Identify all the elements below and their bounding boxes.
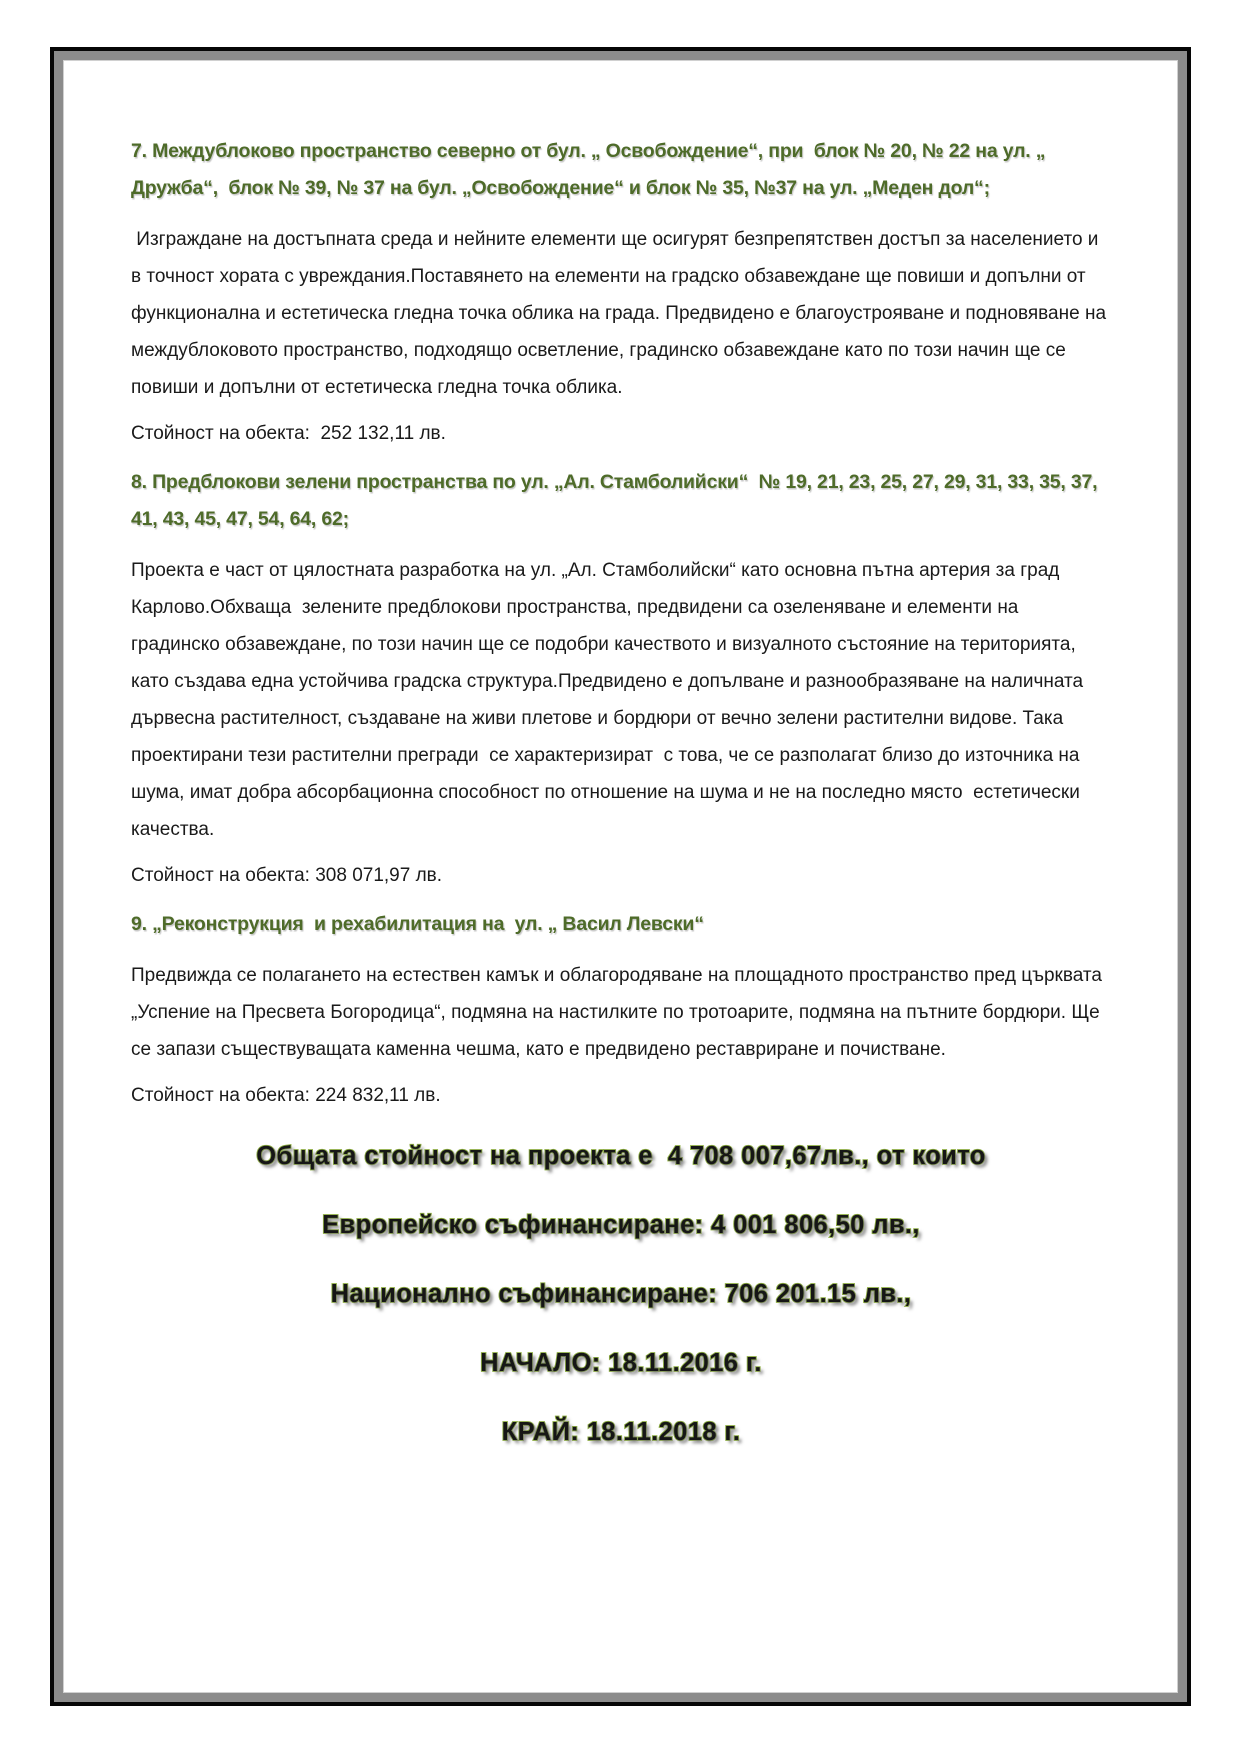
section-8-heading: 8. Предблокови зелени пространства по ул. „Ал. Стамболийски“ № 19, 21, 23, 25, 27, 29, 31, 33, 35, 37, 41, 43, 45, 47, 54, 64, 62; [131,471,1103,530]
document-page [63,60,1178,1693]
section-9-body: Предвижда се полагането на естествен камък и облагородяване на площадното пространство пред църквата „Успение на Пресвета Богородица“, подмяна на настилките по тротоарите, подмяна на пътните бордюри. Ще се запази съществуващата каменна чешма, като е предвидено реставриране и почистване. [131,965,1113,1060]
section-9-heading: 9. „Реконструкция и рехабилитация на ул. „ Васил Левски“ [131,913,704,935]
summary-national-cofinancing-line: Национално съфинансиране: 706 201.15 лв., [330,1280,912,1308]
section-7-cost: Стойност на обекта: 252 132,11 лв. [131,423,446,444]
section-8-cost: Стойност на обекта: 308 071,97 лв. [131,865,443,886]
section-7-body: Изграждане на достъпната среда и нейните елементи ще осигурят безпрепятствен достъп за населението и в точност хората с увреждания.Поставянето на елементи на градско обзавеждане ще повиши и допълни от функционална и естетическа гледна точка облика на града. Предвидено е благоустрояване и подновяване на междублоковото пространство, подходящо осветление, градинско обзавеждане като по този начин ще се повиши и допълни от естетическа гледна точка облика. [131,229,1112,398]
section-8 [131,464,1111,894]
page-border-inner-band [54,51,1187,1702]
section-9-cost: Стойност на обекта: 224 832,11 лв. [131,1085,441,1106]
section-7-heading: 7. Междублоково пространство северно от бул. „ Освобождение“, при блок № 20, № 22 на ул. „ Дружба“, блок № 39, № 37 на бул. „Освобождение“ и блок № 35, №37 на ул. „Меден дол“; [131,140,1051,199]
summary-start-date-line: НАЧАЛО: 18.11.2016 г. [480,1349,762,1377]
summary-end-date-line: КРАЙ: 18.11.2018 г. [501,1418,741,1446]
project-summary-block [131,1136,1111,1452]
section-9 [131,906,1111,1114]
section-7 [131,133,1111,452]
section-8-body: Проекта е част от цялостната разработка на ул. „Ал. Стамболийски“ като основна пътна артерия за град Карлово.Обхваща зелените предблокови пространства, предвидени са озеленяване и елементи на градинско обзавеждане, по този начин ще се подобри качеството и визуалното състояние на територията, като създава една устойчива градска структура.Предвидено е допълване и разнообразяване на наличната дървесна растителност, създаване на живи плетове и бордюри от вечно зелени растителни видове. Така проектирани тези растителни прегради се характеризират с това, че се разполагат близо до източника на шума, имат добра абсорбационна способност по отношение на шума и не на последно място естетически качества. [131,560,1089,840]
page-border-frame [50,47,1191,1706]
summary-total-value-line: Общата стойност на проекта е 4 708 007,67лв., от които [256,1142,986,1170]
summary-eu-cofinancing-line: Европейско съфинансиране: 4 001 806,50 лв., [322,1211,920,1239]
